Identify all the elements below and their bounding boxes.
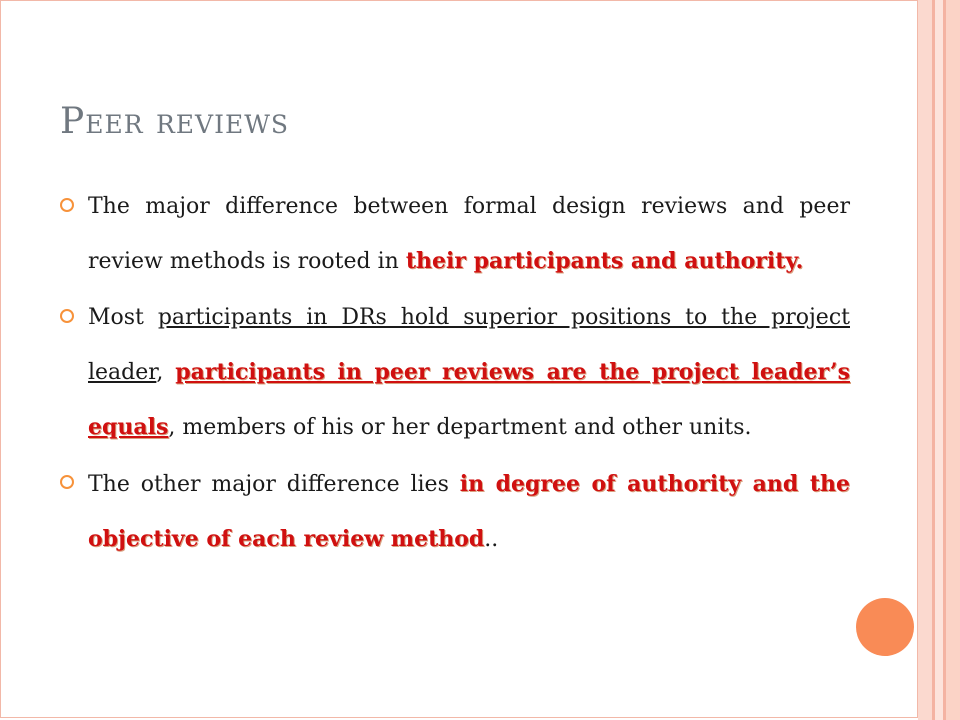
bullet-item: [60, 180, 850, 289]
bullet-ring-icon: [60, 198, 74, 212]
decor-circle: [856, 598, 914, 656]
bullet-item: [60, 291, 850, 455]
bullet-text: The other major difference lies: [88, 472, 460, 497]
decor-stripe-5: [946, 0, 960, 720]
bullet-list: [60, 180, 850, 569]
decor-stripe-1: [918, 0, 932, 720]
bullet-text: The major difference between formal design reviews and peer review methods is rooted in: [88, 194, 850, 274]
highlight-text: in degree of authority and the objective of each review method: [88, 471, 850, 552]
bullet-text: ,: [156, 360, 176, 385]
bullet-ring-icon: [60, 309, 74, 323]
highlight-text: their participants and authority.: [405, 248, 804, 274]
bullet-item: [60, 457, 850, 567]
underlined-text: participants in DRs hold superior positions to the project leader: [88, 305, 850, 385]
decor-stripe-3: [935, 0, 943, 720]
highlight-text: participants in peer reviews are the project leader’s equals: [88, 359, 850, 440]
bullet-text: Most: [88, 305, 158, 330]
bullet-text: ..: [484, 527, 499, 552]
bullet-ring-icon: [60, 475, 74, 489]
bullet-text: , members of his or her department and other units.: [168, 415, 752, 440]
slide-title: Peer reviews: [60, 101, 290, 142]
